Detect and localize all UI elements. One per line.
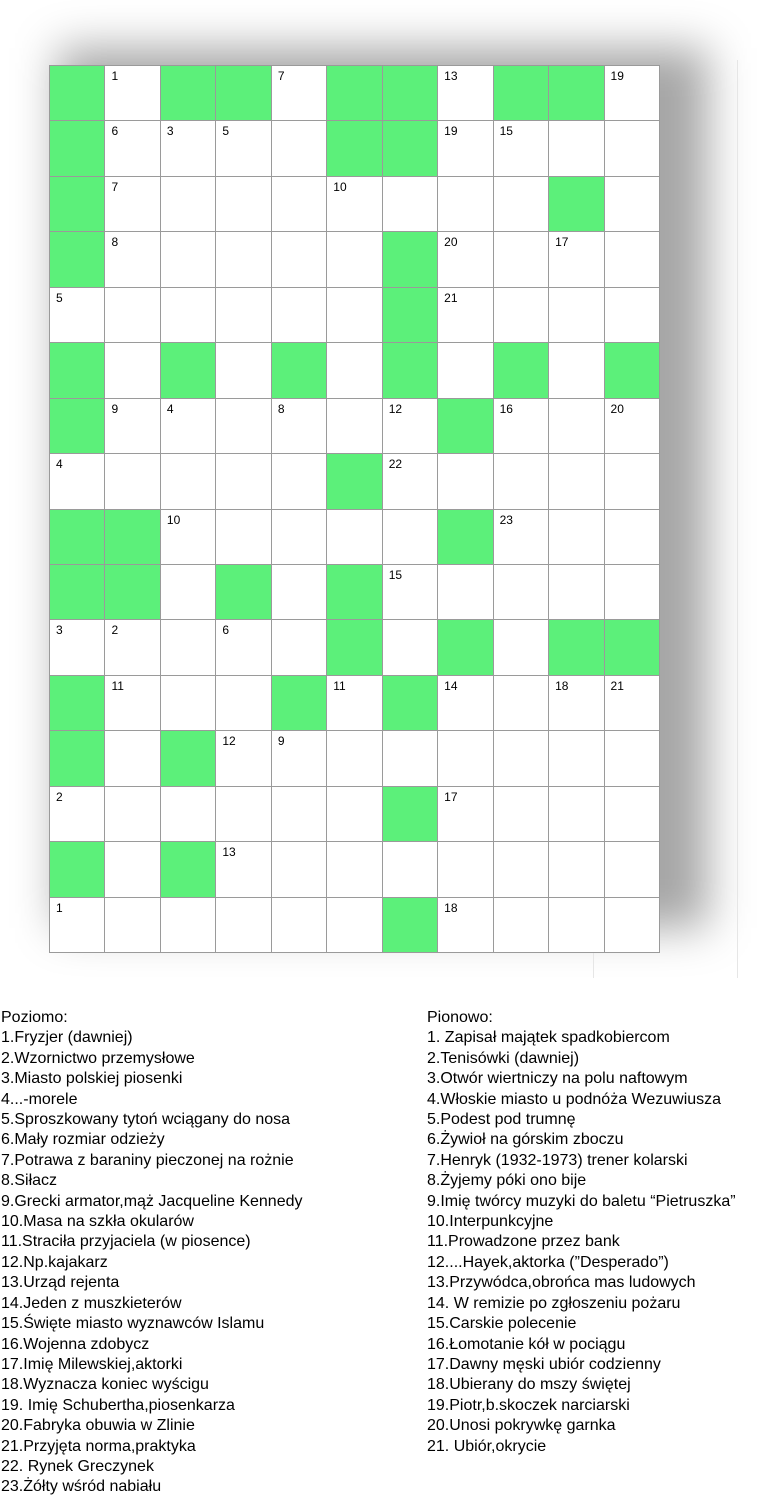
- clue-number: 1: [111, 69, 119, 83]
- clue-number: 13: [444, 69, 458, 83]
- letter-cell[interactable]: [161, 232, 216, 287]
- block-cell: [383, 121, 438, 176]
- letter-cell[interactable]: [438, 676, 493, 731]
- down-clue: 5.Podest pod trumnę: [427, 1111, 576, 1129]
- clue-number: 10: [166, 512, 181, 527]
- clue-number: 20: [444, 235, 458, 250]
- letter-cell[interactable]: [272, 66, 327, 121]
- letter-cell[interactable]: [605, 787, 660, 842]
- letter-cell[interactable]: [549, 787, 604, 842]
- clue-number: 14: [444, 678, 458, 693]
- down-clue: 18.Ubierany do mszy świętej: [427, 1376, 631, 1394]
- letter-cell[interactable]: [327, 399, 382, 454]
- clue-number: 15: [499, 124, 513, 139]
- block-cell: [383, 898, 438, 953]
- block-cell: [549, 66, 604, 121]
- down-clue: 16.Łomotanie kół w pociągu: [427, 1335, 626, 1353]
- letter-cell[interactable]: [549, 565, 604, 620]
- letter-cell[interactable]: [494, 787, 549, 842]
- block-cell: [327, 620, 382, 675]
- across-clues: [1, 1008, 302, 1498]
- letter-cell[interactable]: [549, 454, 604, 509]
- letter-cell[interactable]: [327, 510, 382, 565]
- block-cell: [105, 565, 160, 620]
- letter-cell[interactable]: [105, 121, 160, 176]
- letter-cell[interactable]: [549, 343, 604, 398]
- clue-number: 5: [56, 290, 63, 305]
- letter-cell[interactable]: [549, 898, 604, 953]
- block-cell: [50, 565, 105, 620]
- across-clue: 16.Wojenna zdobycz: [1, 1335, 150, 1353]
- down-title: Pionowo:: [427, 1009, 493, 1026]
- letter-cell[interactable]: [438, 565, 493, 620]
- letter-cell[interactable]: [605, 177, 660, 232]
- letter-cell[interactable]: [216, 121, 271, 176]
- letter-cell[interactable]: [105, 620, 160, 675]
- letter-cell[interactable]: [272, 288, 327, 343]
- letter-cell[interactable]: [161, 620, 216, 675]
- letter-cell[interactable]: [272, 454, 327, 509]
- letter-cell[interactable]: [327, 232, 382, 287]
- letter-cell[interactable]: [605, 898, 660, 953]
- clue-number: 2: [111, 623, 119, 638]
- down-clue: 13.Przywódca,obrońca mas ludowych: [427, 1274, 696, 1292]
- letter-cell[interactable]: [272, 399, 327, 454]
- letter-cell[interactable]: [272, 510, 327, 565]
- letter-cell[interactable]: [383, 399, 438, 454]
- letter-cell[interactable]: [105, 898, 160, 953]
- letter-cell[interactable]: [161, 676, 216, 731]
- clue-number: 17: [555, 235, 569, 250]
- down-clue: 17.Dawny męski ubiór codzienny: [427, 1355, 661, 1373]
- letter-cell[interactable]: [549, 288, 604, 343]
- letter-cell[interactable]: [494, 177, 549, 232]
- down-clue: 9.Imię twórcy muzyki do baletu “Pietruszka”: [427, 1192, 736, 1210]
- down-clue: 7.Henryk (1932-1973) trener kolarski: [427, 1151, 688, 1169]
- block-cell: [50, 731, 105, 786]
- down-clue: 21. Ubiór,okrycie: [427, 1437, 547, 1455]
- letter-cell[interactable]: [605, 565, 660, 620]
- letter-cell[interactable]: [105, 66, 160, 121]
- clue-number: 22: [388, 457, 403, 472]
- letter-cell[interactable]: [383, 620, 438, 675]
- letter-cell[interactable]: [272, 731, 327, 786]
- letter-cell[interactable]: [216, 232, 271, 287]
- down-clue: 20.Unosi pokrywkę garnka: [427, 1417, 616, 1435]
- letter-cell[interactable]: [216, 343, 271, 398]
- across-clue: 15.Święte miasto wyznawców Islamu: [1, 1315, 265, 1333]
- letter-cell[interactable]: [494, 731, 549, 786]
- letter-cell[interactable]: [605, 842, 660, 897]
- clue-number: 20: [610, 401, 624, 416]
- block-cell: [216, 66, 271, 121]
- letter-cell[interactable]: [549, 510, 604, 565]
- letter-cell[interactable]: [327, 898, 382, 953]
- letter-cell[interactable]: [549, 121, 604, 176]
- block-cell: [549, 177, 604, 232]
- letter-cell[interactable]: [438, 66, 493, 121]
- letter-cell[interactable]: [383, 565, 438, 620]
- letter-cell[interactable]: [50, 288, 105, 343]
- clue-number: 11: [333, 678, 346, 693]
- letter-cell[interactable]: [438, 898, 493, 953]
- across-title: Poziomo:: [1, 1009, 68, 1026]
- across-list: [1, 1028, 302, 1497]
- letter-cell[interactable]: [216, 454, 271, 509]
- clue-number: 19: [610, 69, 624, 83]
- clue-number: 21: [610, 678, 624, 693]
- letter-cell[interactable]: [494, 399, 549, 454]
- clue-number: 18: [555, 678, 569, 693]
- down-clue: 19.Piotr,b.skoczek narciarski: [427, 1396, 630, 1414]
- clue-number: 10: [333, 179, 347, 194]
- clue-number: 12: [388, 401, 403, 416]
- block-cell: [50, 121, 105, 176]
- letter-cell[interactable]: [216, 787, 271, 842]
- letter-cell[interactable]: [549, 676, 604, 731]
- down-clues: [427, 1008, 736, 1457]
- letter-cell[interactable]: [216, 399, 271, 454]
- letter-cell[interactable]: [272, 898, 327, 953]
- block-cell: [50, 177, 105, 232]
- letter-cell[interactable]: [438, 232, 493, 287]
- letter-cell[interactable]: [494, 842, 549, 897]
- block-cell: [549, 620, 604, 675]
- letter-cell[interactable]: [105, 232, 160, 287]
- letter-cell[interactable]: [272, 787, 327, 842]
- down-clue: 3.Otwór wiertniczy na polu naftowym: [427, 1070, 688, 1088]
- block-cell: [383, 676, 438, 731]
- down-clue: 14. W remizie po zgłoszeniu pożaru: [427, 1294, 681, 1312]
- down-list: [427, 1028, 736, 1457]
- block-cell: [383, 66, 438, 121]
- letter-cell[interactable]: [327, 731, 382, 786]
- clue-number: 9: [111, 401, 119, 416]
- letter-cell[interactable]: [272, 842, 327, 897]
- block-cell: [50, 343, 105, 398]
- block-cell: [383, 787, 438, 842]
- across-clue: 10.Masa na szkła okularów: [1, 1213, 194, 1231]
- block-cell: [383, 232, 438, 287]
- clue-number: 7: [111, 179, 119, 194]
- clue-number: 17: [444, 789, 458, 804]
- clue-number: 4: [56, 457, 63, 472]
- down-clue: 12....Hayek,aktorka (”Desperado”): [427, 1253, 669, 1271]
- down-clue: 6.Żywioł na górskim zboczu: [427, 1131, 624, 1149]
- across-clue: 6.Mały rozmiar odzieży: [1, 1131, 165, 1149]
- clue-number: 4: [166, 401, 174, 416]
- block-cell: [50, 66, 105, 121]
- letter-cell[interactable]: [494, 510, 549, 565]
- across-clue: 4...-morele: [1, 1090, 78, 1108]
- block-cell: [383, 288, 438, 343]
- letter-cell[interactable]: [50, 620, 105, 675]
- block-cell: [605, 343, 660, 398]
- letter-cell[interactable]: [605, 288, 660, 343]
- letter-cell[interactable]: [216, 620, 271, 675]
- block-cell: [50, 510, 105, 565]
- clue-number: 8: [277, 401, 285, 416]
- letter-cell[interactable]: [438, 842, 493, 897]
- letter-cell[interactable]: [605, 232, 660, 287]
- across-clue: 22. Rynek Greczynek: [1, 1457, 154, 1475]
- letter-cell[interactable]: [161, 898, 216, 953]
- across-clue: 21.Przyjęta norma,praktyka: [1, 1437, 196, 1455]
- letter-cell[interactable]: [605, 454, 660, 509]
- across-clue: 2.Wzornictwo przemysłowe: [1, 1049, 195, 1067]
- across-clue: 11.Straciła przyjaciela (w piosence): [1, 1233, 251, 1251]
- block-cell: [50, 842, 105, 897]
- block-cell: [161, 731, 216, 786]
- clue-number: 8: [111, 235, 119, 250]
- across-clue: 8.Siłacz: [1, 1172, 58, 1190]
- letter-cell[interactable]: [438, 177, 493, 232]
- letter-cell[interactable]: [549, 399, 604, 454]
- letter-cell[interactable]: [383, 177, 438, 232]
- letter-cell[interactable]: [605, 121, 660, 176]
- block-cell: [272, 343, 327, 398]
- letter-cell[interactable]: [105, 399, 160, 454]
- letter-cell[interactable]: [494, 676, 549, 731]
- clue-number: 15: [388, 567, 403, 582]
- letter-cell[interactable]: [549, 232, 604, 287]
- letter-cell[interactable]: [105, 676, 160, 731]
- letter-cell[interactable]: [438, 787, 493, 842]
- letter-cell[interactable]: [161, 288, 216, 343]
- across-clue: 20.Fabryka obuwia w Zlinie: [1, 1417, 195, 1435]
- block-cell: [327, 121, 382, 176]
- across-clue: 1.Fryzjer (dawniej): [1, 1029, 133, 1047]
- letter-cell[interactable]: [161, 399, 216, 454]
- clue-number: 12: [222, 734, 236, 749]
- letter-cell[interactable]: [494, 288, 549, 343]
- down-clue: 15.Carskie polecenie: [427, 1315, 577, 1333]
- letter-cell[interactable]: [161, 565, 216, 620]
- letter-cell[interactable]: [327, 288, 382, 343]
- across-clue: 23.Żółty wśród nabiału: [1, 1478, 162, 1496]
- letter-cell[interactable]: [105, 288, 160, 343]
- letter-cell[interactable]: [494, 121, 549, 176]
- clue-number: 2: [56, 789, 63, 804]
- letter-cell[interactable]: [549, 842, 604, 897]
- clue-number: 13: [222, 845, 236, 860]
- block-cell: [605, 620, 660, 675]
- letter-cell[interactable]: [216, 510, 271, 565]
- across-clue: 14.Jeden z muszkieterów: [1, 1294, 182, 1312]
- clue-number: 21: [444, 290, 458, 305]
- clue-number: 3: [166, 124, 174, 139]
- clue-number: 6: [222, 623, 230, 638]
- block-cell: [327, 454, 382, 509]
- letter-cell[interactable]: [383, 454, 438, 509]
- clue-number: 1: [56, 900, 63, 915]
- across-clue: 19. Imię Schubertha,piosenkarza: [1, 1396, 235, 1414]
- letter-cell[interactable]: [438, 121, 493, 176]
- letter-cell[interactable]: [161, 510, 216, 565]
- clue-number: 5: [222, 124, 230, 139]
- letter-cell[interactable]: [105, 343, 160, 398]
- letter-cell[interactable]: [494, 565, 549, 620]
- letter-cell[interactable]: [383, 731, 438, 786]
- letter-cell[interactable]: [438, 343, 493, 398]
- clue-number: 16: [499, 401, 513, 416]
- block-cell: [494, 343, 549, 398]
- clue-number: 9: [277, 734, 285, 749]
- clue-number: 3: [56, 623, 63, 638]
- clue-number: 6: [111, 124, 119, 139]
- letter-cell[interactable]: [438, 731, 493, 786]
- across-clue: 18.Wyznacza koniec wyścigu: [1, 1376, 209, 1394]
- block-cell: [216, 565, 271, 620]
- across-clue: 12.Np.kajakarz: [1, 1253, 108, 1271]
- letter-cell[interactable]: [438, 288, 493, 343]
- across-clue: 7.Potrawa z baraniny pieczonej na rożnie: [1, 1151, 294, 1169]
- down-clue: 11.Prowadzone przez bank: [427, 1233, 620, 1251]
- clue-number: 23: [499, 512, 513, 527]
- across-clue: 9.Grecki armator,mąż Jacqueline Kennedy: [1, 1192, 303, 1210]
- letter-cell[interactable]: [272, 177, 327, 232]
- across-clue: 5.Sproszkowany tytoń wciągany do nosa: [1, 1111, 291, 1129]
- block-cell: [438, 399, 493, 454]
- across-clue: 13.Urząd rejenta: [1, 1274, 120, 1292]
- letter-cell[interactable]: [105, 177, 160, 232]
- letter-cell[interactable]: [494, 898, 549, 953]
- letter-cell[interactable]: [216, 731, 271, 786]
- clue-number: 7: [277, 69, 285, 83]
- letter-cell[interactable]: [272, 232, 327, 287]
- letter-cell[interactable]: [272, 565, 327, 620]
- letter-cell[interactable]: [161, 177, 216, 232]
- letter-cell[interactable]: [50, 454, 105, 509]
- down-clue: 8.Żyjemy póki ono bije: [427, 1172, 587, 1190]
- block-cell: [50, 676, 105, 731]
- letter-cell[interactable]: [605, 676, 660, 731]
- letter-cell[interactable]: [494, 232, 549, 287]
- letter-cell[interactable]: [327, 842, 382, 897]
- letter-cell[interactable]: [216, 288, 271, 343]
- letter-cell[interactable]: [605, 510, 660, 565]
- letter-cell[interactable]: [383, 842, 438, 897]
- letter-cell[interactable]: [161, 454, 216, 509]
- letter-cell[interactable]: [605, 66, 660, 121]
- letter-cell[interactable]: [161, 787, 216, 842]
- letter-cell[interactable]: [549, 731, 604, 786]
- letter-cell[interactable]: [161, 121, 216, 176]
- letter-cell[interactable]: [216, 177, 271, 232]
- down-clue: 4.Włoskie miasto u podnóża Wezuwiusza: [427, 1090, 722, 1108]
- letter-cell[interactable]: [105, 787, 160, 842]
- clue-number: 19: [444, 124, 458, 139]
- crossword-grid: [49, 65, 660, 953]
- block-cell: [272, 676, 327, 731]
- letter-cell[interactable]: [327, 676, 382, 731]
- block-cell: [438, 510, 493, 565]
- block-cell: [494, 66, 549, 121]
- letter-cell[interactable]: [216, 898, 271, 953]
- block-cell: [50, 232, 105, 287]
- letter-cell[interactable]: [216, 676, 271, 731]
- down-clue: 10.Interpunkcyjne: [427, 1213, 554, 1231]
- letter-cell[interactable]: [272, 121, 327, 176]
- block-cell: [383, 343, 438, 398]
- letter-cell[interactable]: [272, 620, 327, 675]
- clue-number: 18: [444, 900, 458, 915]
- letter-cell[interactable]: [327, 343, 382, 398]
- block-cell: [50, 399, 105, 454]
- block-cell: [105, 510, 160, 565]
- letter-cell[interactable]: [105, 842, 160, 897]
- block-cell: [327, 66, 382, 121]
- across-clue: 3.Miasto polskiej piosenki: [1, 1070, 183, 1088]
- letter-cell[interactable]: [216, 842, 271, 897]
- block-cell: [161, 66, 216, 121]
- across-clue: 17.Imię Milewskiej,aktorki: [1, 1355, 183, 1373]
- letter-cell[interactable]: [494, 620, 549, 675]
- block-cell: [327, 565, 382, 620]
- letter-cell[interactable]: [327, 177, 382, 232]
- block-cell: [438, 620, 493, 675]
- letter-cell[interactable]: [327, 787, 382, 842]
- letter-cell[interactable]: [605, 399, 660, 454]
- block-cell: [161, 343, 216, 398]
- divider-line: [737, 60, 738, 978]
- letter-cell[interactable]: [50, 898, 105, 953]
- letter-cell[interactable]: [438, 454, 493, 509]
- letter-cell[interactable]: [50, 787, 105, 842]
- letter-cell[interactable]: [105, 731, 160, 786]
- letter-cell[interactable]: [605, 731, 660, 786]
- letter-cell[interactable]: [494, 454, 549, 509]
- clue-number: 11: [111, 678, 124, 693]
- down-clue: 1. Zapisał majątek spadkobiercom: [427, 1029, 670, 1047]
- down-clue: 2.Tenisówki (dawniej): [427, 1049, 580, 1067]
- block-cell: [161, 842, 216, 897]
- letter-cell[interactable]: [105, 454, 160, 509]
- letter-cell[interactable]: [383, 510, 438, 565]
